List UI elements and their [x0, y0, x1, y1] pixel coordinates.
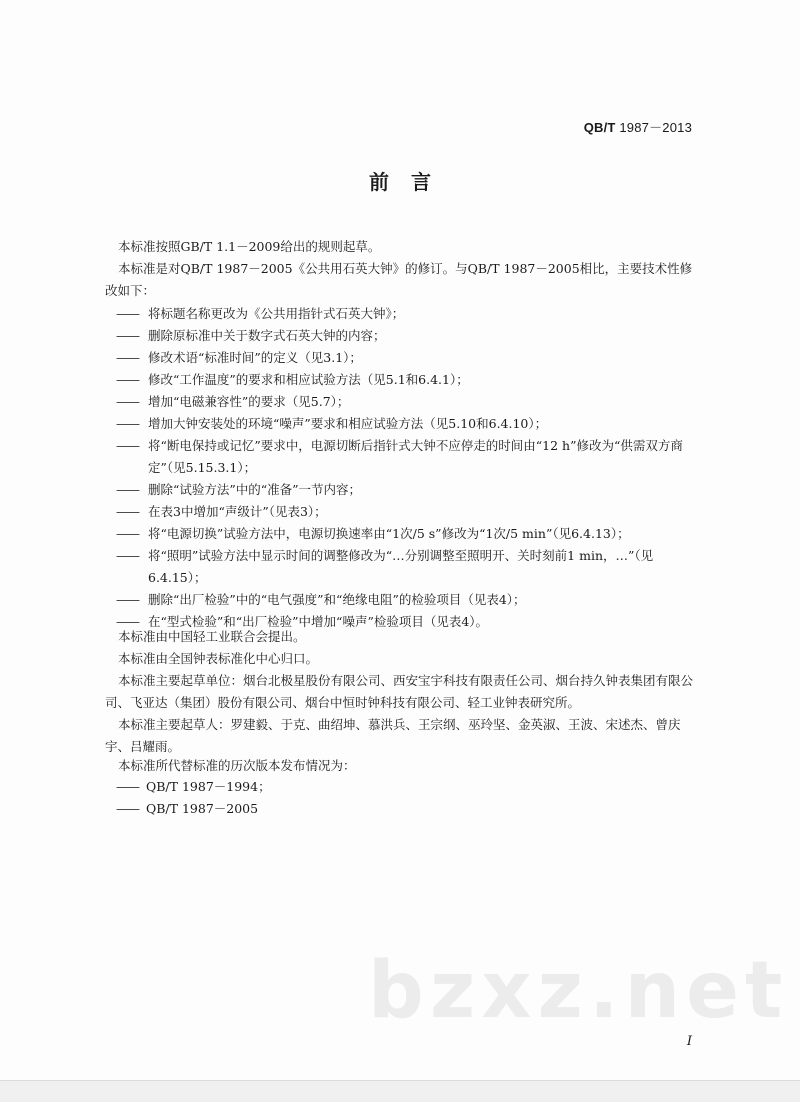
centralized-by-paragraph: 本标准由全国钟表标准化中心归口。	[118, 651, 319, 666]
standard-code-prefix: QB/T	[583, 120, 616, 135]
dash-marker: ——	[116, 482, 139, 497]
list-item-text: 删除原标准中关于数字式石英大钟的内容；	[148, 328, 386, 343]
intro-paragraph-revision: 本标准是对QB/T 1987－2005《公共用石英大钟》的修订。与QB/T 1987－2005相比，主要技术性修改如下：	[105, 261, 693, 298]
drafters-paragraph: 本标准主要起草人：罗建毅、于克、曲绍坤、慕洪兵、王宗纲、巫玲坚、金英淑、王波、宋述杰、曾庆宇、吕耀雨。	[105, 717, 681, 754]
viewer-bottom-strip	[0, 1080, 800, 1102]
list-item	[116, 391, 706, 413]
list-item	[116, 303, 706, 325]
list-item-text: 删除“出厂检验”中的“电气强度”和“绝缘电阻”的检验项目（见表4）；	[148, 592, 526, 607]
drafting-units-paragraph: 本标准主要起草单位：烟台北极星股份有限公司、西安宝宇科技有限责任公司、烟台持久钟表集团有限公司、飞亚达（集团）股份有限公司、烟台中恒时钟科技有限公司、轻工业钟表研究所。	[105, 673, 694, 710]
dash-marker: ——	[116, 394, 139, 409]
list-item-text: 将“电源切换”试验方法中，电源切换速率由“1次/5 s”修改为“1次/5 min”（见6.4.13）；	[148, 526, 630, 541]
dash-marker: ——	[116, 438, 139, 453]
changes-list	[116, 303, 706, 633]
list-item	[116, 545, 706, 589]
dash-marker: ——	[116, 548, 139, 563]
dash-marker: ——	[116, 779, 139, 794]
list-item	[116, 523, 706, 545]
dash-marker: ——	[116, 614, 139, 629]
list-item-text: 在“型式检验”和“出厂检验”中增加“噪声”检验项目（见表4）。	[148, 614, 489, 629]
list-item	[116, 369, 706, 391]
list-item-text: 增加大钟安装处的环境“噪声”要求和相应试验方法（见5.10和6.4.10）；	[148, 416, 548, 431]
list-item-text: 将“照明”试验方法中显示时间的调整修改为“…分别调整至照明开、关时刻前1 min，…”（见6.4.15）；	[148, 548, 654, 585]
standard-code-number: 1987－2013	[619, 120, 692, 135]
list-item	[116, 325, 706, 347]
dash-marker: ——	[116, 328, 139, 343]
dash-marker: ——	[116, 801, 139, 816]
list-item	[116, 798, 616, 820]
list-item	[116, 413, 706, 435]
list-item	[116, 347, 706, 369]
list-item	[116, 435, 706, 479]
dash-marker: ——	[116, 350, 139, 365]
list-item-text: 将标题名称更改为《公共用指针式石英大钟》；	[148, 306, 405, 321]
list-item-text: 修改“工作温度”的要求和相应试验方法（见5.1和6.4.1）；	[148, 372, 469, 387]
page-number: I	[686, 1034, 692, 1049]
list-item-text: 删除“试验方法”中的“准备”一节内容；	[148, 482, 362, 497]
dash-marker: ——	[116, 526, 139, 541]
list-item-text: 将“断电保持或记忆”要求中，电源切断后指针式大钟不应停走的时间由“12 h”修改为“供需双方商定”（见5.15.3.1）；	[148, 438, 683, 475]
dash-marker: ——	[116, 306, 139, 321]
dash-marker: ——	[116, 592, 139, 607]
list-item	[116, 776, 616, 798]
list-item-text: 修改术语“标准时间”的定义（见3.1）；	[148, 350, 362, 365]
dash-marker: ——	[116, 372, 139, 387]
history-list	[116, 776, 616, 820]
history-intro-paragraph: 本标准所代替标准的历次版本发布情况为：	[118, 758, 356, 773]
dash-marker: ——	[116, 416, 139, 431]
list-item-text: 增加“电磁兼容性”的要求（见5.7）；	[148, 394, 350, 409]
list-item	[116, 479, 706, 501]
list-item	[116, 501, 706, 523]
list-item-text: QB/T 1987－2005	[146, 801, 259, 816]
dash-marker: ——	[116, 504, 139, 519]
list-item-text: QB/T 1987－1994；	[146, 779, 271, 794]
list-item-text: 在表3中增加“声级计”（见表3）；	[148, 504, 327, 519]
intro-paragraph-drafting-rules: 本标准按照GB/T 1.1－2009给出的规则起草。	[118, 239, 381, 254]
page-title: 前言	[369, 170, 453, 194]
watermark: bzxz.net	[368, 946, 789, 1036]
list-item	[116, 589, 706, 611]
standard-code	[584, 117, 692, 136]
proposed-by-paragraph: 本标准由中国轻工业联合会提出。	[118, 629, 306, 644]
